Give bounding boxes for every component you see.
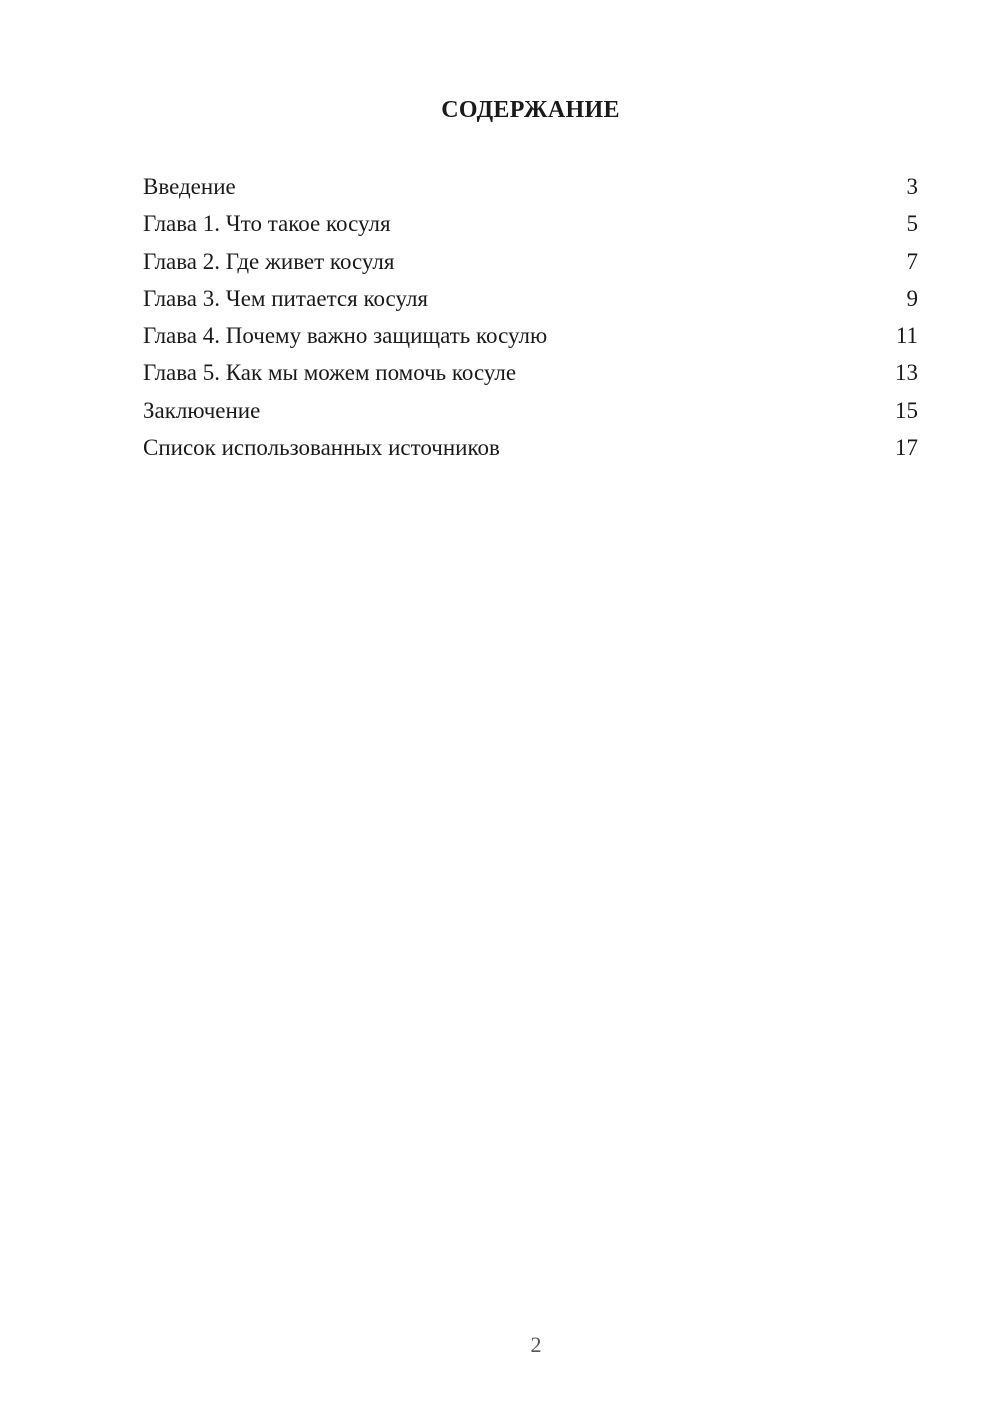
toc-entry-label: Глава 5. Как мы можем помочь косуле (143, 360, 517, 386)
toc-entry-label: Глава 2. Где живет косуля (143, 248, 395, 274)
toc-entry-page: 11 (895, 323, 918, 349)
toc-entry-chapter-4 (143, 317, 918, 354)
toc-entry-chapter-5 (143, 354, 918, 391)
toc-entry-label: Заключение (143, 397, 261, 423)
toc-entry-chapter-1 (143, 205, 918, 242)
page-number: 2 (530, 1332, 542, 1357)
toc-entry-page: 9 (906, 285, 918, 311)
toc-entry-label: Введение (143, 174, 236, 199)
toc-entry-label: Глава 1. Что такое косуля (143, 211, 391, 237)
toc-entry-introduction (143, 168, 918, 205)
toc-entry-conclusion (143, 392, 918, 429)
toc-entry-page: 3 (906, 174, 918, 199)
toc-entry-page: 15 (895, 397, 918, 423)
toc-entry-page: 5 (906, 211, 918, 237)
toc-entry-chapter-2 (143, 243, 918, 280)
toc-entry-label: Список использованных источников (143, 435, 500, 461)
table-of-contents (143, 168, 918, 466)
toc-entry-label: Глава 4. Почему важно защищать косулю (143, 323, 548, 349)
toc-entry-label: Глава 3. Чем питается косуля (143, 285, 428, 311)
toc-entry-page: 17 (895, 435, 918, 461)
toc-entry-page: 13 (895, 360, 918, 386)
toc-title: СОДЕРЖАНИЕ (441, 97, 620, 123)
toc-entry-references (143, 429, 918, 466)
toc-entry-page: 7 (906, 248, 918, 274)
toc-entry-chapter-3 (143, 280, 918, 317)
